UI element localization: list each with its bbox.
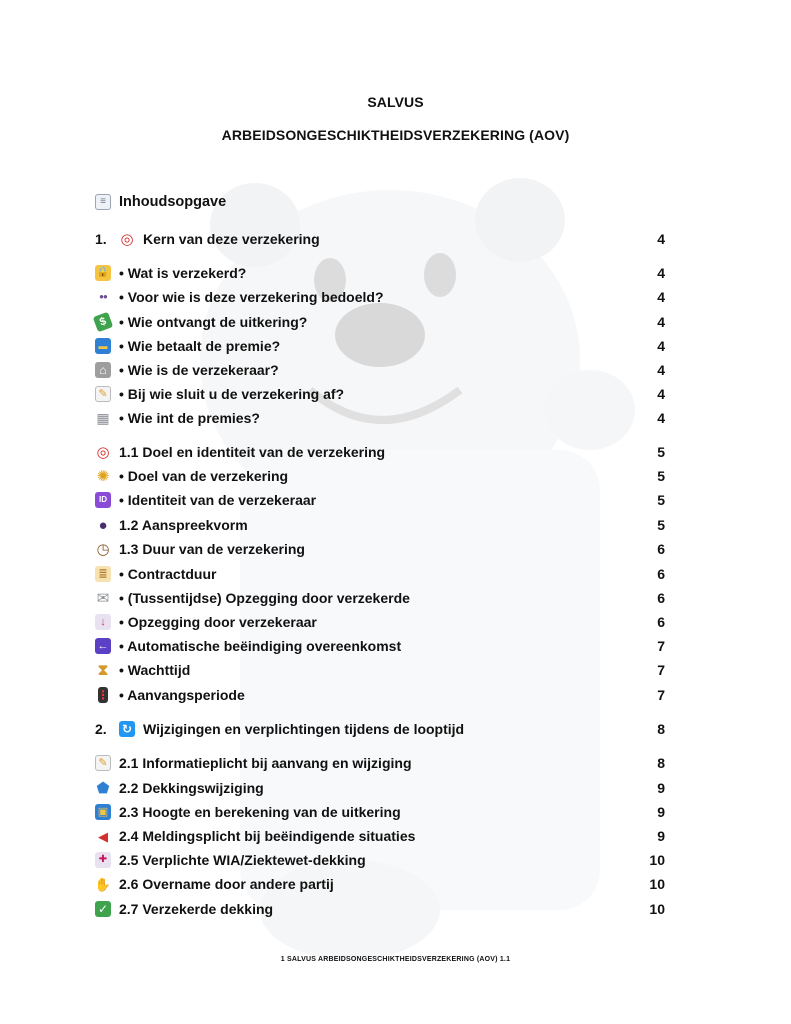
toc-page-number: 4 <box>657 289 665 305</box>
compass-icon: ✺ <box>96 467 110 485</box>
toc-entry-label: 2.5 Verplichte WIA/Ziektewet-dekking <box>119 852 366 868</box>
toc-entry-label: 1.1 Doel en identiteit van de verzekering <box>119 444 386 460</box>
toc-entry[interactable] <box>95 442 665 462</box>
toc-entry[interactable] <box>95 660 665 680</box>
toc-page-number: 5 <box>657 468 665 484</box>
toc-entry-label: • Wachttijd <box>119 662 191 678</box>
toc-entry[interactable] <box>95 612 665 632</box>
refresh-icon: ↻ <box>119 721 135 737</box>
toc-page-number: 4 <box>657 410 665 426</box>
toc-page-number: 6 <box>657 614 665 630</box>
toc-entry-label: • Aanvangsperiode <box>119 687 245 703</box>
megaphone-icon: ◀ <box>98 828 108 844</box>
target-icon: ◎ <box>120 230 134 248</box>
toc-entry[interactable] <box>95 899 665 919</box>
document-icon: ≡ <box>95 194 111 210</box>
toc-entry-label: • Opzegging door verzekeraar <box>119 614 317 630</box>
toc-page-number: 6 <box>657 590 665 606</box>
toc-page-number: 10 <box>649 876 665 892</box>
bank-icon: ⌂ <box>95 362 111 378</box>
toc-entry-label: Wijzigingen en verplichtingen tijdens de looptijd <box>143 721 465 737</box>
toc-page-number: 7 <box>657 662 665 678</box>
handshake-icon: ✋ <box>94 876 112 892</box>
memo-icon: ✎ <box>95 755 111 771</box>
toc-page-number: 10 <box>649 852 665 868</box>
toc-entry-label: 2.4 Meldingsplicht bij beëindigende situaties <box>119 828 416 844</box>
toc-page-number: 8 <box>657 721 665 737</box>
toc-entry-label: 2.6 Overname door andere partij <box>119 876 334 892</box>
atm-icon: ▣ <box>95 804 111 820</box>
toc-page-number: 6 <box>657 566 665 582</box>
toc-entry[interactable] <box>95 287 665 307</box>
building-icon: ▦ <box>96 410 110 426</box>
toc-entry-label: 2.7 Verzekerde dekking <box>119 901 274 917</box>
toc-entry[interactable] <box>95 826 665 846</box>
lock-icon: 🔒 <box>95 265 111 281</box>
toc-chapter-number: 1. <box>95 231 107 247</box>
toc-entry-label: 2.1 Informatieplicht bij aanvang en wijziging <box>119 755 412 771</box>
toc-entry-label: • Doel van de verzekering <box>119 468 289 484</box>
toc-entry[interactable] <box>95 874 665 894</box>
toc-entry-label: • (Tussentijdse) Opzegging door verzekerde <box>119 590 410 606</box>
target-icon: ◎ <box>96 443 110 461</box>
memo-icon: ✎ <box>95 386 111 402</box>
toc-page-number: 8 <box>657 755 665 771</box>
hospital-icon: ✚ <box>95 852 111 868</box>
toc-entry[interactable] <box>95 490 665 510</box>
toc-chapter-number: 2. <box>95 721 107 737</box>
toc-page-number: 4 <box>657 386 665 402</box>
toc-entry[interactable] <box>95 466 665 486</box>
toc-page-number: 7 <box>657 687 665 703</box>
product-title: ARBEIDSONGESCHIKTHEIDSVERZEKERING (AOV) <box>221 127 570 143</box>
toc-entry[interactable] <box>95 636 665 656</box>
toc-entry-label: 2.2 Dekkingswijziging <box>119 780 264 796</box>
toc-entry-label: • Wie betaalt de premie? <box>119 338 281 354</box>
company-title: SALVUS <box>367 94 424 110</box>
people-icon: ●● <box>99 292 107 301</box>
toc-page-number: 5 <box>657 444 665 460</box>
toc-entry-label: 1.3 Duur van de verzekering <box>119 541 305 557</box>
card-icon: ▬ <box>95 338 111 354</box>
toc-entry-label: • Wie int de premies? <box>119 410 260 426</box>
toc-entry[interactable] <box>95 360 665 380</box>
toc-entry[interactable] <box>95 564 665 584</box>
toc-page-number: 4 <box>657 338 665 354</box>
toc-entry[interactable] <box>95 850 665 870</box>
toc-entry-label: • Wat is verzekerd? <box>119 265 247 281</box>
toc-page-number: 5 <box>657 517 665 533</box>
end-arrow-icon: ← <box>95 638 111 654</box>
id-icon: ID <box>95 492 111 508</box>
toc-chapter-entry[interactable] <box>95 719 665 739</box>
toc-entry[interactable] <box>95 685 665 705</box>
toc-page-number: 5 <box>657 492 665 508</box>
check-icon: ✓ <box>95 901 111 917</box>
toc-page-number: 10 <box>649 901 665 917</box>
toc-entry-label: 1.2 Aanspreekvorm <box>119 517 248 533</box>
toc-entry[interactable] <box>95 588 665 608</box>
toc-entry-label: • Automatische beëindiging overeenkomst <box>119 638 402 654</box>
toc-chapter-entry[interactable] <box>95 229 665 249</box>
toc-entry-label: • Bij wie sluit u de verzekering af? <box>119 386 345 402</box>
toc-entry-label: • Voor wie is deze verzekering bedoeld? <box>119 289 384 305</box>
speaking-head-icon: ● <box>98 516 108 534</box>
toc-page-number: 4 <box>657 362 665 378</box>
toc-page-number: 9 <box>657 804 665 820</box>
shield-icon: ⬟ <box>96 779 110 797</box>
page-footer: 1 SALVUS ARBEIDSONGESCHIKTHEIDSVERZEKERING (AOV) 1.1 <box>280 956 511 963</box>
toc-page-number: 4 <box>657 265 665 281</box>
hourglass-icon: ⧗ <box>97 661 109 679</box>
toc-page-number: 9 <box>657 828 665 844</box>
toc-entry[interactable] <box>95 263 665 283</box>
toc-entry-label: • Wie is de verzekeraar? <box>119 362 279 378</box>
toc-entry[interactable] <box>95 408 665 428</box>
toc-entry[interactable] <box>95 312 665 332</box>
money-icon: $ <box>93 312 114 333</box>
toc-entry[interactable] <box>95 753 665 773</box>
toc-page-number: 7 <box>657 638 665 654</box>
toc-heading-label: Inhoudsopgave <box>119 194 227 210</box>
toc-page-number: 6 <box>657 541 665 557</box>
toc-entry[interactable] <box>95 384 665 404</box>
toc-entry-label: • Contractduur <box>119 566 217 582</box>
clock-icon: ◷ <box>96 540 110 558</box>
toc-entry[interactable] <box>95 515 665 535</box>
toc-page-number: 9 <box>657 780 665 796</box>
toc-page-number: 4 <box>657 231 665 247</box>
traffic-light-icon: ⋮ <box>97 688 109 702</box>
scroll-icon: ≣ <box>95 566 111 582</box>
toc-page-number: 4 <box>657 314 665 330</box>
inbox-icon: ↓ <box>95 614 111 630</box>
toc-entry-label: • Wie ontvangt de uitkering? <box>119 314 308 330</box>
toc-heading <box>95 194 226 210</box>
toc-entry[interactable] <box>95 539 665 559</box>
toc-entry[interactable] <box>95 336 665 356</box>
toc-entry-label: 2.3 Hoogte en berekening van de uitkering <box>119 804 401 820</box>
toc-entry[interactable] <box>95 778 665 798</box>
envelope-icon: ✉ <box>96 589 110 607</box>
toc-entry[interactable] <box>95 802 665 822</box>
toc-entry-label: Kern van deze verzekering <box>143 231 320 247</box>
toc-entry-label: • Identiteit van de verzekeraar <box>119 492 317 508</box>
